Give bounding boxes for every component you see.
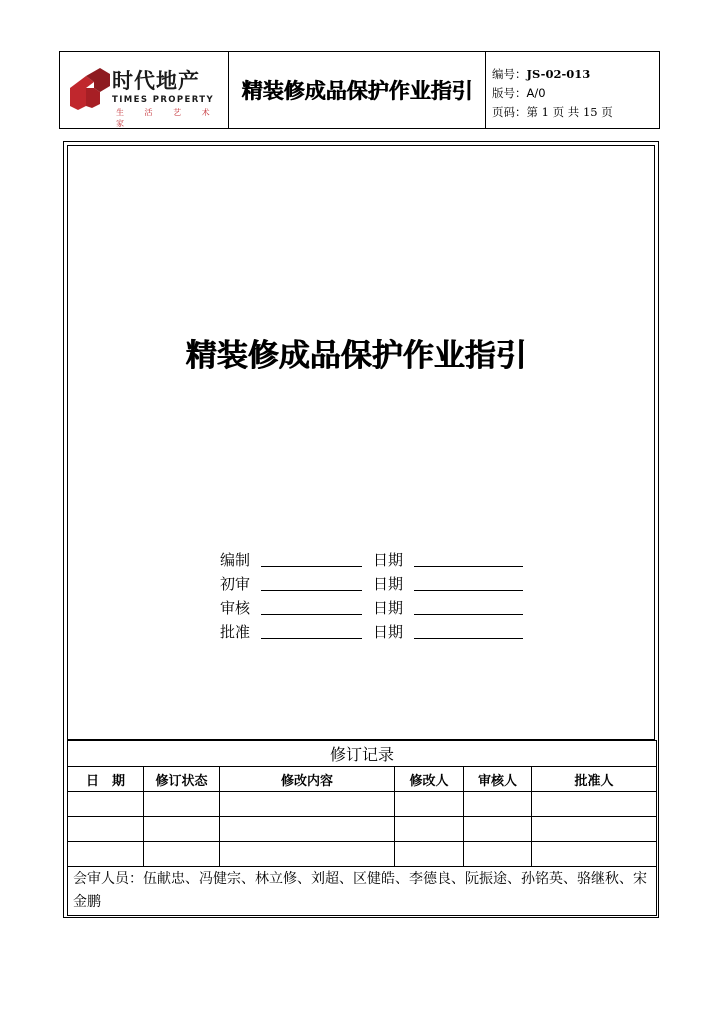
page-counter: 第 1 页 共 15 页 bbox=[526, 105, 613, 119]
table-row bbox=[68, 792, 657, 817]
date-line[interactable] bbox=[414, 638, 523, 639]
times-property-logo-icon bbox=[66, 66, 112, 112]
table-cell[interactable] bbox=[220, 792, 395, 817]
members-row bbox=[68, 867, 657, 916]
table-row bbox=[68, 842, 657, 867]
table-cell[interactable] bbox=[532, 842, 657, 867]
signoff-role: 批准 bbox=[220, 623, 251, 641]
date-line[interactable] bbox=[414, 590, 523, 591]
table-cell[interactable] bbox=[68, 792, 144, 817]
date-line[interactable] bbox=[414, 566, 523, 567]
column-header: 修订状态 bbox=[144, 767, 220, 792]
table-cell[interactable] bbox=[395, 817, 464, 842]
signature-line[interactable] bbox=[261, 590, 362, 591]
signature-line[interactable] bbox=[261, 566, 362, 567]
table-cell[interactable] bbox=[220, 817, 395, 842]
table-cell[interactable] bbox=[220, 842, 395, 867]
revision-caption-row bbox=[68, 741, 657, 767]
meta-code: 编号：JS-02-013 bbox=[492, 67, 591, 81]
company-logo bbox=[60, 52, 229, 128]
table-cell[interactable] bbox=[532, 817, 657, 842]
signature-line[interactable] bbox=[261, 614, 362, 615]
table-cell[interactable] bbox=[144, 792, 220, 817]
signoff-role: 编制 bbox=[220, 551, 251, 569]
column-header: 修改人 bbox=[395, 767, 464, 792]
table-cell[interactable] bbox=[68, 842, 144, 867]
revision-caption: 修订记录 bbox=[68, 741, 657, 767]
signoff-role: 初审 bbox=[220, 575, 251, 593]
table-cell[interactable] bbox=[68, 817, 144, 842]
signoff-role: 审核 bbox=[220, 599, 251, 617]
revision-header-row bbox=[68, 767, 657, 792]
signoff-date-label: 日期 bbox=[373, 623, 404, 641]
cover-frame-inner bbox=[67, 145, 655, 740]
column-header: 批准人 bbox=[532, 767, 657, 792]
review-members: 会审人员：伍献忠、冯健宗、林立修、刘超、区健皓、李德良、阮振途、孙铭英、骆继秋、宋金鹏 bbox=[68, 867, 657, 916]
doc-version: A/0 bbox=[526, 86, 546, 100]
logo-name-en: TIMES PROPERTY bbox=[112, 95, 215, 105]
signoff-date-label: 日期 bbox=[373, 575, 404, 593]
table-cell[interactable] bbox=[464, 842, 532, 867]
document-title: 精装修成品保护作业指引 bbox=[185, 338, 527, 374]
logo-slogan: 生 活 艺 术 家 bbox=[116, 108, 219, 128]
header-title: 精装修成品保护作业指引 bbox=[229, 52, 486, 128]
column-header: 日 期 bbox=[68, 767, 144, 792]
doc-code: JS-02-013 bbox=[526, 67, 591, 81]
logo-name-cn: 时代地产 bbox=[112, 69, 200, 93]
table-cell[interactable] bbox=[395, 842, 464, 867]
column-header: 审核人 bbox=[464, 767, 532, 792]
table-cell[interactable] bbox=[395, 792, 464, 817]
signoff-date-label: 日期 bbox=[373, 551, 404, 569]
date-line[interactable] bbox=[414, 614, 523, 615]
document-header bbox=[59, 51, 660, 129]
signoff-date-label: 日期 bbox=[373, 599, 404, 617]
table-cell[interactable] bbox=[144, 842, 220, 867]
document-meta bbox=[486, 52, 659, 128]
table-cell[interactable] bbox=[144, 817, 220, 842]
column-header: 修改内容 bbox=[220, 767, 395, 792]
table-row bbox=[68, 817, 657, 842]
meta-page: 页码：第 1 页 共 15 页 bbox=[492, 105, 613, 119]
table-cell[interactable] bbox=[464, 817, 532, 842]
table-cell[interactable] bbox=[464, 792, 532, 817]
revision-table bbox=[67, 740, 657, 916]
signature-line[interactable] bbox=[261, 638, 362, 639]
table-cell[interactable] bbox=[532, 792, 657, 817]
meta-version: 版号：A/0 bbox=[492, 86, 546, 100]
